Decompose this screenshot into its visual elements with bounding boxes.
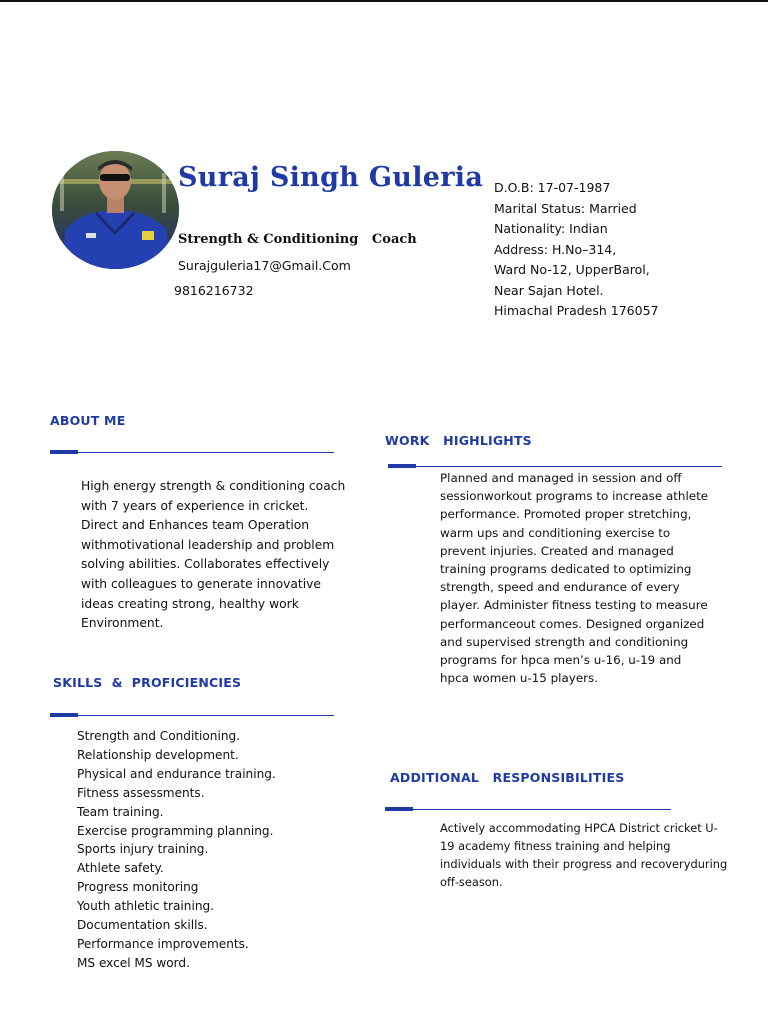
phone-text: 9816216732 — [174, 283, 254, 298]
about-divider — [50, 452, 334, 453]
list-item: Performance improvements. — [77, 936, 249, 951]
personal-details — [494, 178, 658, 322]
additional-text: Actively accommodating HPCA District cricket U-19 academy fitness training and helping individuals with their progress and recoveryduring off-season. — [440, 821, 728, 889]
address-line-4: Himachal Pradesh 176057 — [494, 303, 659, 318]
list-item: Progress monitoring — [77, 880, 199, 895]
marital-status-line: Marital Status: Married — [494, 200, 637, 216]
highlights-text: Planned and managed in session and off sessionworkout programs to increase athlete performance. Promoted proper stretching, warm ups and conditioning exercise to prevent injuries. Created and managed training programs dedicated to optimizing strength, speed and endurance of every player. Administer fitness testing to measure performanceout comes. Designed organized and supervised strength and conditioning programs for hpca men’s u-16, u-19 and hpca women u-15 players. — [440, 471, 709, 686]
list-item: Athlete safety. — [77, 861, 164, 876]
list-item: Youth athletic training. — [77, 899, 215, 914]
list-item: Team training. — [77, 804, 164, 819]
highlights-divider — [388, 466, 722, 467]
skills-divider — [50, 715, 334, 716]
dob-line: D.O.B: 17-07-1987 — [494, 180, 611, 195]
about-heading: ABOUT ME — [50, 413, 126, 428]
candidate-name: Suraj Singh Guleria — [178, 162, 484, 193]
highlights-divider-accent — [388, 464, 416, 468]
list-item: Documentation skills. — [77, 918, 208, 933]
address-line-2: Ward No-12, UpperBarol, — [494, 262, 650, 277]
list-item: Strength and Conditioning. — [77, 729, 241, 743]
email-text: Surajguleria17@Gmail.Com — [178, 258, 351, 273]
list-item: Relationship development. — [77, 747, 239, 762]
list-item: Fitness assessments. — [77, 785, 205, 800]
about-divider-accent — [50, 450, 78, 454]
job-title: Strength & Conditioning Coach — [178, 232, 417, 247]
skills-list — [77, 727, 276, 973]
top-border — [0, 0, 768, 2]
about-text: High energy strength & conditioning coach with 7 years of experience in cricket. Direct and Enhances team Operation withmotivational leadership and problem solving abilities. Collaborates effectively with colleagues to generate innovative ideas creating strong, healthy work Environment. — [81, 479, 346, 631]
list-item: Sports injury training. — [77, 842, 209, 857]
skills-divider-accent — [50, 713, 78, 717]
list-item: Physical and endurance training. — [77, 766, 276, 781]
highlights-heading: WORK HIGHLIGHTS — [385, 433, 532, 448]
address-line-1: Address: H.No–314, — [494, 241, 617, 257]
profile-photo — [52, 151, 179, 269]
person-photo-icon — [52, 151, 179, 269]
skills-heading: SKILLS & PROFICIENCIES — [53, 675, 242, 690]
additional-heading: ADDITIONAL RESPONSIBILITIES — [390, 770, 625, 785]
list-item: MS excel MS word. — [77, 955, 190, 970]
additional-divider — [385, 809, 671, 810]
additional-divider-accent — [385, 807, 413, 811]
list-item: Exercise programming planning. — [77, 823, 274, 838]
nationality-line: Nationality: Indian — [494, 221, 608, 236]
address-line-3: Near Sajan Hotel. — [494, 282, 604, 298]
